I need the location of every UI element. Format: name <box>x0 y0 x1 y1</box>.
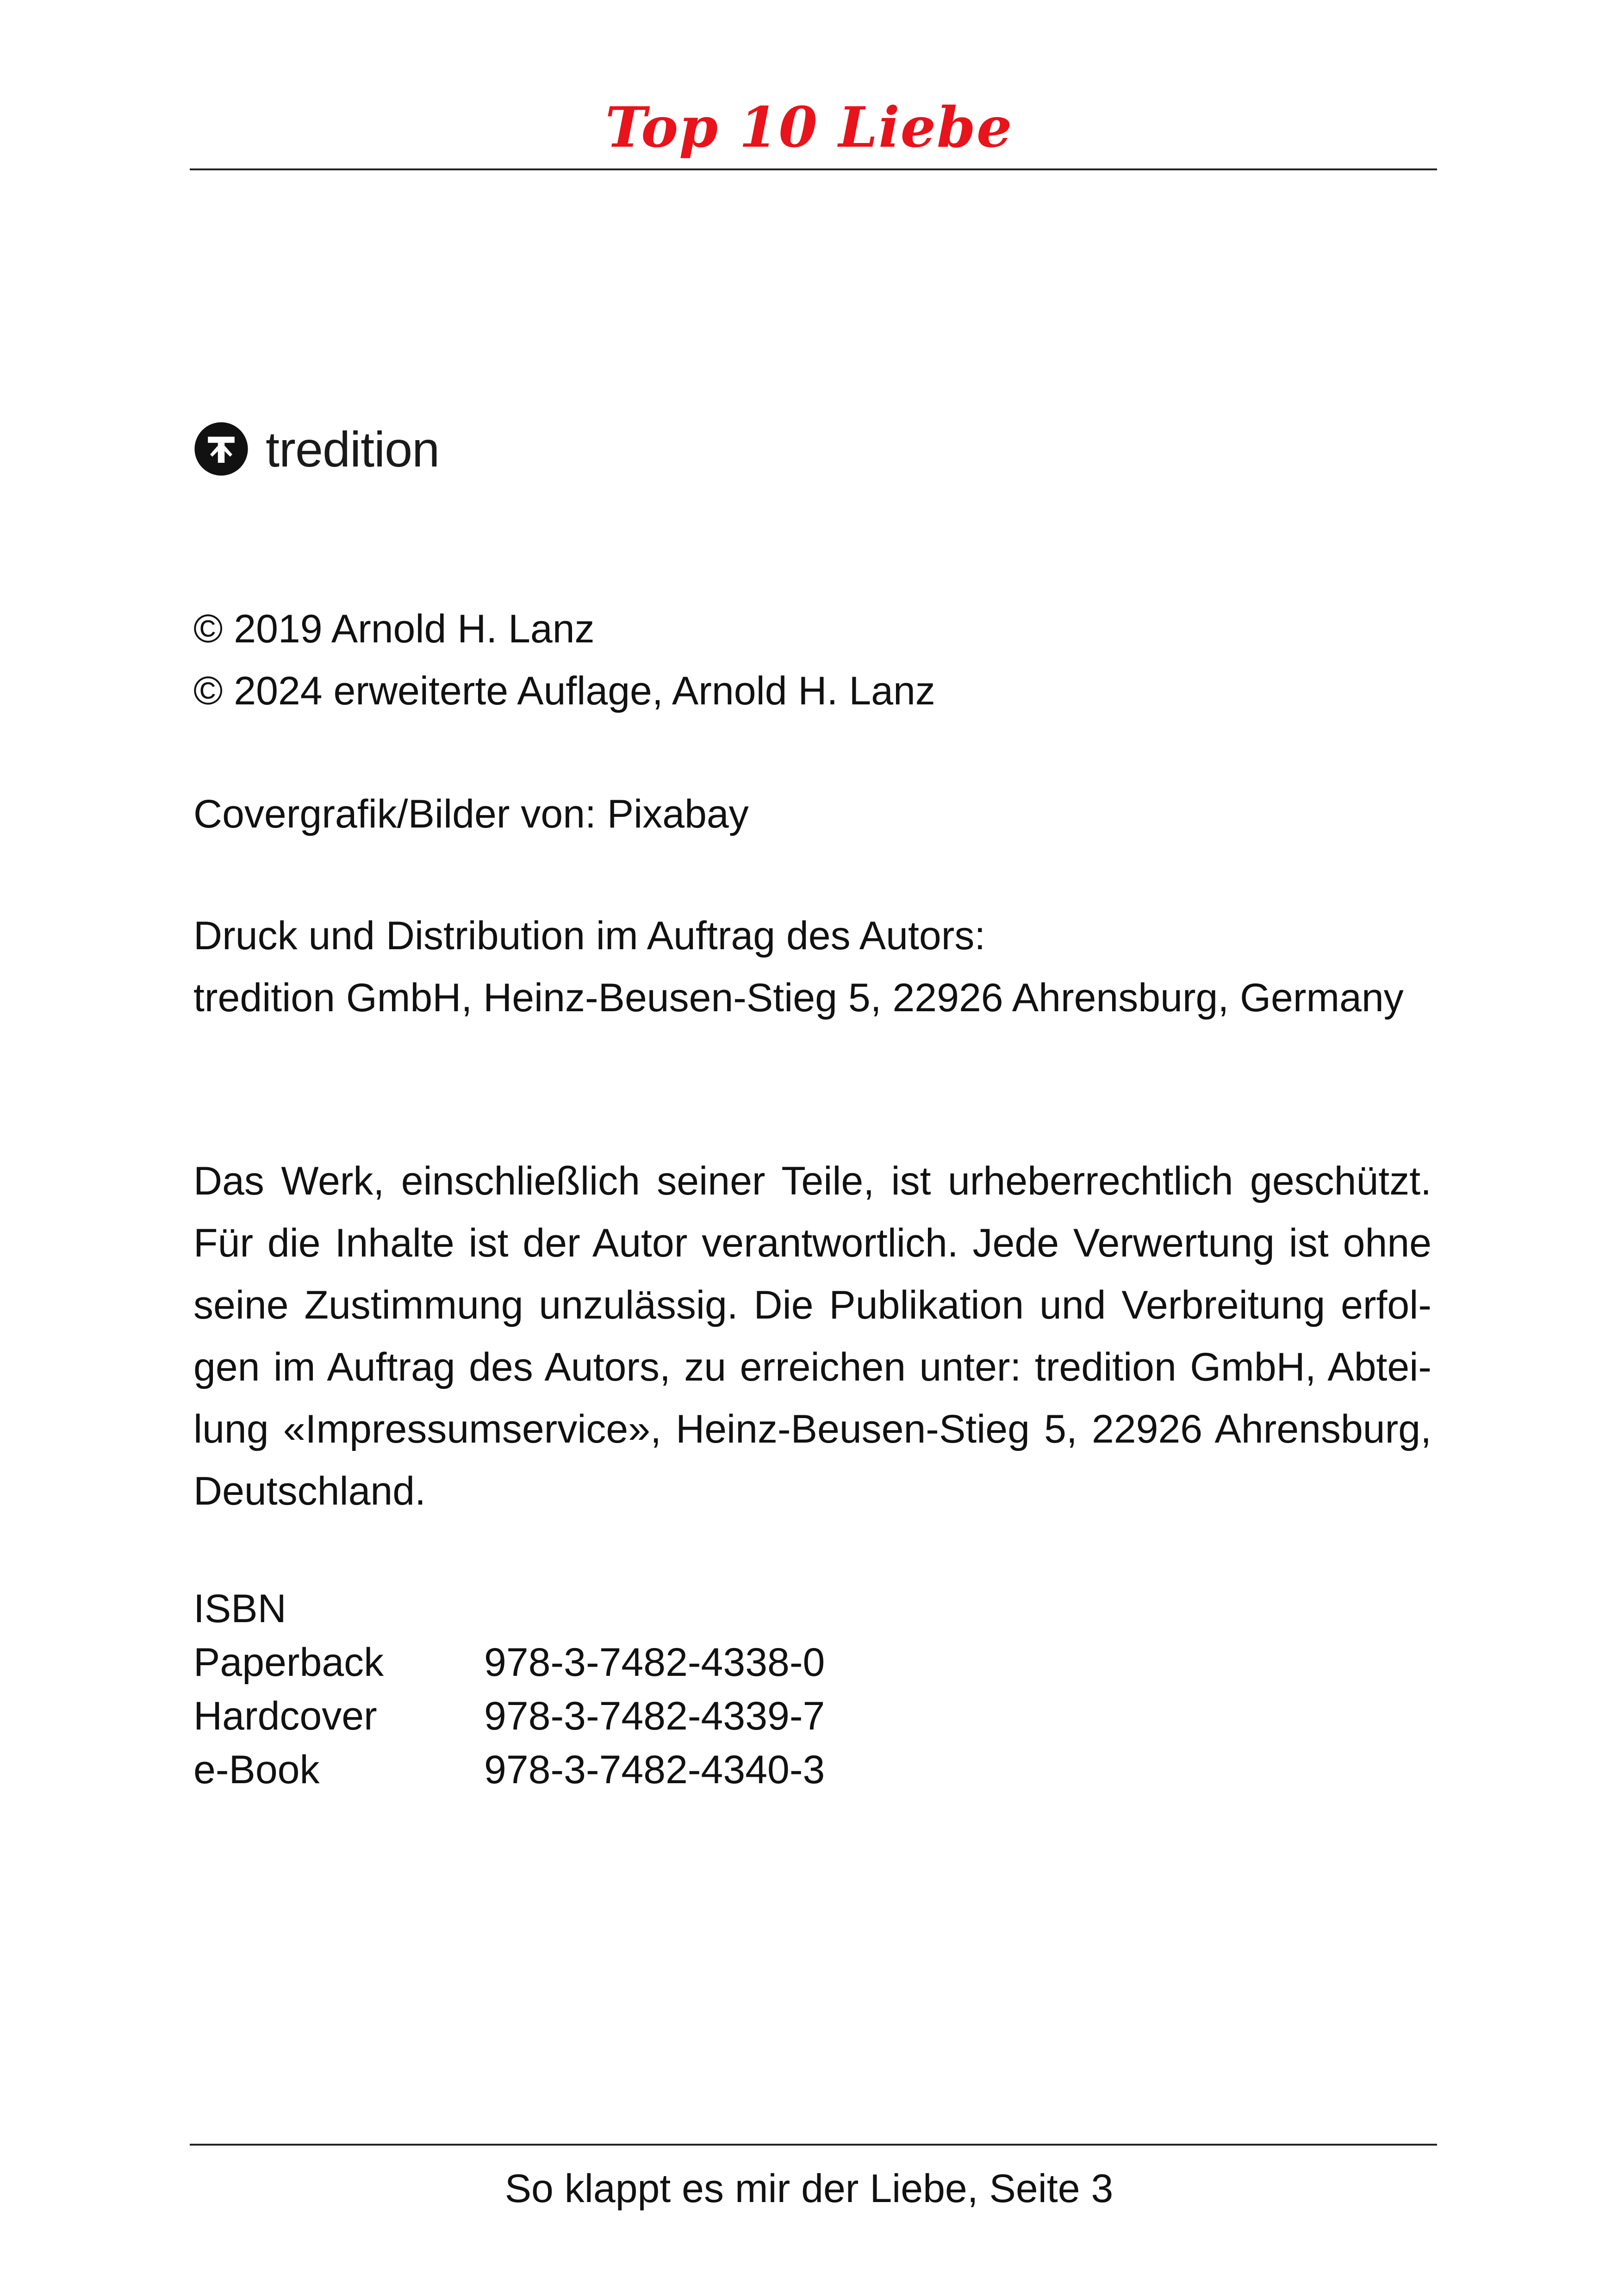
isbn-format: Hardcover <box>193 1694 377 1738</box>
tredition-logo-icon <box>193 421 249 477</box>
publisher-logo <box>193 417 439 481</box>
print-line-1: Druck und Distribution im Auftrag des Autors: <box>193 914 986 958</box>
isbn-row <box>193 1636 825 1689</box>
cover-credits: Covergrafik/Bilder von: Pixabay <box>193 792 749 836</box>
isbn-row <box>193 1689 825 1743</box>
legal-notice: Das Werk, einschließlich seiner Teile, ist urheberrechtlich geschützt. Für die Inhalte ist der Autor verantwortlich. Jede Verwertung ist ohne seine Zustimmung unzulässig. Die Publikation und Verbreitung erfolgen im Auftrag des Autors, zu erreichen unter: tredition GmbH, Abteilung «Impressumservice», Heinz-Beusen-Stieg 5, 22926 Ahrensburg, Deutschland. <box>193 1159 1431 1513</box>
footer-divider <box>190 2144 1437 2146</box>
header-divider <box>190 168 1437 170</box>
isbn-number: 978-3-7482-4338-0 <box>484 1640 825 1685</box>
publisher-name: tredition <box>266 421 440 477</box>
isbn-format: e-Book <box>193 1748 320 1792</box>
print-line-2: tredition GmbH, Heinz-Beusen-Stieg 5, 22926 Ahrensburg, Germany <box>193 976 1404 1020</box>
isbn-row <box>193 1743 825 1797</box>
page-footer: So klappt es mir der Liebe, Seite 3 <box>504 2166 1114 2211</box>
page-header-title: Top 10 Liebe <box>605 95 1013 160</box>
isbn-number: 978-3-7482-4340-3 <box>484 1748 825 1792</box>
isbn-number: 978-3-7482-4339-7 <box>484 1694 825 1738</box>
copyright-line-2: © 2024 erweiterte Auflage, Arnold H. Lanz <box>193 669 935 713</box>
copyright-line-1: © 2019 Arnold H. Lanz <box>193 607 595 651</box>
isbn-heading: ISBN <box>193 1587 286 1631</box>
isbn-format: Paperback <box>193 1640 384 1685</box>
